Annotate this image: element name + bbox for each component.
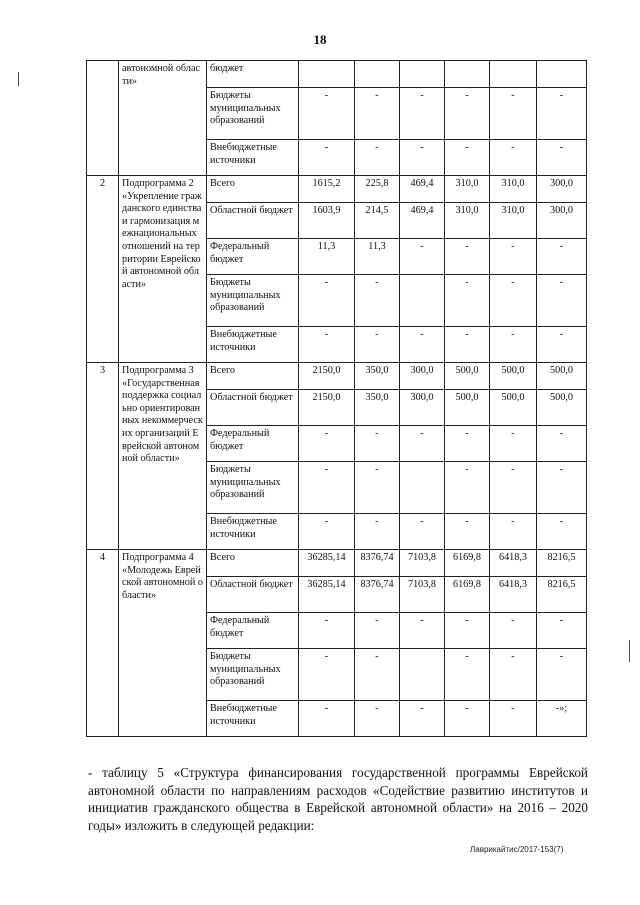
funding-source-cell: Бюджеты муниципальных образований (207, 88, 299, 140)
funding-source-cell: Всего (207, 363, 299, 390)
value-cell: - (299, 88, 355, 140)
value-cell: 6418,3 (490, 550, 537, 577)
value-cell: - (299, 275, 355, 327)
value-cell: 2150,0 (299, 363, 355, 390)
financing-table (86, 60, 587, 737)
value-cell: - (445, 140, 490, 176)
value-cell: - (400, 701, 445, 737)
value-cell: - (490, 88, 537, 140)
value-cell (299, 61, 355, 88)
value-cell: - (355, 701, 400, 737)
value-cell: 6418,3 (490, 577, 537, 613)
row-number-cell: 3 (87, 363, 119, 550)
funding-source-cell: Всего (207, 550, 299, 577)
value-cell (445, 61, 490, 88)
value-cell: - (537, 613, 587, 649)
value-cell: - (537, 140, 587, 176)
value-cell: 8216,5 (537, 550, 587, 577)
value-cell: - (355, 649, 400, 701)
value-cell: - (299, 327, 355, 363)
value-cell: - (299, 462, 355, 514)
funding-source-cell: Федеральный бюджет (207, 613, 299, 649)
value-cell: 8376,74 (355, 550, 400, 577)
value-cell: - (537, 462, 587, 514)
value-cell: 310,0 (490, 203, 537, 239)
value-cell: - (400, 239, 445, 275)
value-cell: - (355, 462, 400, 514)
funding-source-cell: Бюджеты муниципальных образований (207, 649, 299, 701)
value-cell: 300,0 (537, 176, 587, 203)
value-cell: 225,8 (355, 176, 400, 203)
value-cell (400, 462, 445, 514)
value-cell: - (355, 426, 400, 462)
value-cell: 300,0 (537, 203, 587, 239)
value-cell: - (490, 327, 537, 363)
document-code: Лаврикайтис/2017-153(7) (470, 845, 564, 854)
value-cell: - (445, 327, 490, 363)
value-cell: 300,0 (400, 363, 445, 390)
funding-source-cell: Федеральный бюджет (207, 239, 299, 275)
value-cell: - (299, 649, 355, 701)
body-paragraph: - таблицу 5 «Структура финансирования государственной программы Еврейской автономной области по направлениям расходов «Содействие развитию институтов и инициатив гражданского общества в Еврейской автономной области» на 2016 – 2020 годы» изложить в следующей редакции: (88, 765, 588, 833)
value-cell: - (299, 613, 355, 649)
value-cell: - (355, 140, 400, 176)
program-name-cell: Подпрограмма 2 «Укрепление гражданского единства и гармонизация межнациональных отношений на территории Еврейской автономной области» (119, 176, 207, 363)
funding-source-cell: Областной бюджет (207, 390, 299, 426)
page-number: 18 (313, 32, 327, 47)
funding-source-cell: бюджет (207, 61, 299, 88)
value-cell: 6169,8 (445, 577, 490, 613)
value-cell: - (490, 140, 537, 176)
value-cell: - (490, 426, 537, 462)
value-cell (537, 61, 587, 88)
value-cell: - (490, 462, 537, 514)
value-cell: - (445, 462, 490, 514)
value-cell: 500,0 (445, 363, 490, 390)
value-cell: 469,4 (400, 203, 445, 239)
row-number-cell (87, 61, 119, 176)
value-cell: - (400, 140, 445, 176)
value-cell: 2150,0 (299, 390, 355, 426)
value-cell: - (299, 426, 355, 462)
value-cell: - (400, 327, 445, 363)
value-cell: 310,0 (445, 176, 490, 203)
funding-source-cell: Внебюджетные источники (207, 327, 299, 363)
funding-source-cell: Внебюджетные источники (207, 514, 299, 550)
value-cell: 500,0 (490, 390, 537, 426)
value-cell: 350,0 (355, 390, 400, 426)
value-cell: 7103,8 (400, 577, 445, 613)
value-cell: - (445, 426, 490, 462)
value-cell: - (537, 649, 587, 701)
value-cell (400, 275, 445, 327)
value-cell: - (490, 649, 537, 701)
value-cell: - (400, 88, 445, 140)
value-cell: 36285,14 (299, 577, 355, 613)
value-cell: - (400, 613, 445, 649)
value-cell: - (355, 613, 400, 649)
value-cell: - (445, 275, 490, 327)
value-cell: - (400, 426, 445, 462)
value-cell: - (299, 514, 355, 550)
value-cell: - (490, 514, 537, 550)
value-cell (355, 61, 400, 88)
value-cell: 310,0 (490, 176, 537, 203)
value-cell: - (400, 514, 445, 550)
value-cell: - (445, 514, 490, 550)
table-row (87, 176, 587, 203)
value-cell: - (537, 514, 587, 550)
value-cell: -»; (537, 701, 587, 737)
row-number-cell: 2 (87, 176, 119, 363)
funding-source-cell: Областной бюджет (207, 577, 299, 613)
value-cell: 500,0 (445, 390, 490, 426)
value-cell: 11,3 (299, 239, 355, 275)
value-cell (490, 61, 537, 88)
value-cell: - (445, 239, 490, 275)
value-cell: 11,3 (355, 239, 400, 275)
value-cell: - (445, 613, 490, 649)
value-cell: - (355, 327, 400, 363)
value-cell: 300,0 (400, 390, 445, 426)
value-cell: 310,0 (445, 203, 490, 239)
value-cell: 350,0 (355, 363, 400, 390)
value-cell: 7103,8 (400, 550, 445, 577)
value-cell: - (445, 701, 490, 737)
funding-source-cell: Бюджеты муниципальных образований (207, 275, 299, 327)
funding-source-cell: Внебюджетные источники (207, 701, 299, 737)
value-cell: - (537, 426, 587, 462)
row-number-cell: 4 (87, 550, 119, 737)
table-row (87, 61, 587, 88)
value-cell: - (355, 275, 400, 327)
scan-mark (629, 640, 630, 662)
margin-mark (18, 72, 19, 86)
value-cell: 500,0 (490, 363, 537, 390)
funding-source-cell: Областной бюджет (207, 203, 299, 239)
funding-source-cell: Всего (207, 176, 299, 203)
value-cell: - (537, 275, 587, 327)
value-cell: - (299, 701, 355, 737)
value-cell: - (537, 327, 587, 363)
value-cell: 36285,14 (299, 550, 355, 577)
program-name-cell: автономной области» (119, 61, 207, 176)
value-cell: - (537, 239, 587, 275)
value-cell: 469,4 (400, 176, 445, 203)
funding-source-cell: Бюджеты муниципальных образований (207, 462, 299, 514)
funding-source-cell: Внебюджетные источники (207, 140, 299, 176)
value-cell: - (355, 514, 400, 550)
value-cell: 1603,9 (299, 203, 355, 239)
value-cell: - (490, 239, 537, 275)
value-cell: 8216,5 (537, 577, 587, 613)
value-cell: - (445, 649, 490, 701)
value-cell: 6169,8 (445, 550, 490, 577)
value-cell: - (490, 275, 537, 327)
table-body (87, 61, 587, 737)
value-cell: - (445, 88, 490, 140)
value-cell: - (537, 88, 587, 140)
value-cell: 214,5 (355, 203, 400, 239)
program-name-cell: Подпрограмма 4 «Молодежь Еврейской автономной области» (119, 550, 207, 737)
funding-source-cell: Федеральный бюджет (207, 426, 299, 462)
value-cell: - (299, 140, 355, 176)
value-cell (400, 649, 445, 701)
value-cell: - (490, 613, 537, 649)
value-cell: 500,0 (537, 390, 587, 426)
program-name-cell: Подпрограмма 3 «Государственная поддержка социально ориентированных некоммерческих организаций Еврейской автономной области» (119, 363, 207, 550)
value-cell (400, 61, 445, 88)
financing-table-container (86, 60, 587, 737)
value-cell: - (490, 701, 537, 737)
value-cell: 500,0 (537, 363, 587, 390)
table-row (87, 550, 587, 577)
table-row (87, 363, 587, 390)
value-cell: 8376,74 (355, 577, 400, 613)
value-cell: 1615,2 (299, 176, 355, 203)
value-cell: - (355, 88, 400, 140)
